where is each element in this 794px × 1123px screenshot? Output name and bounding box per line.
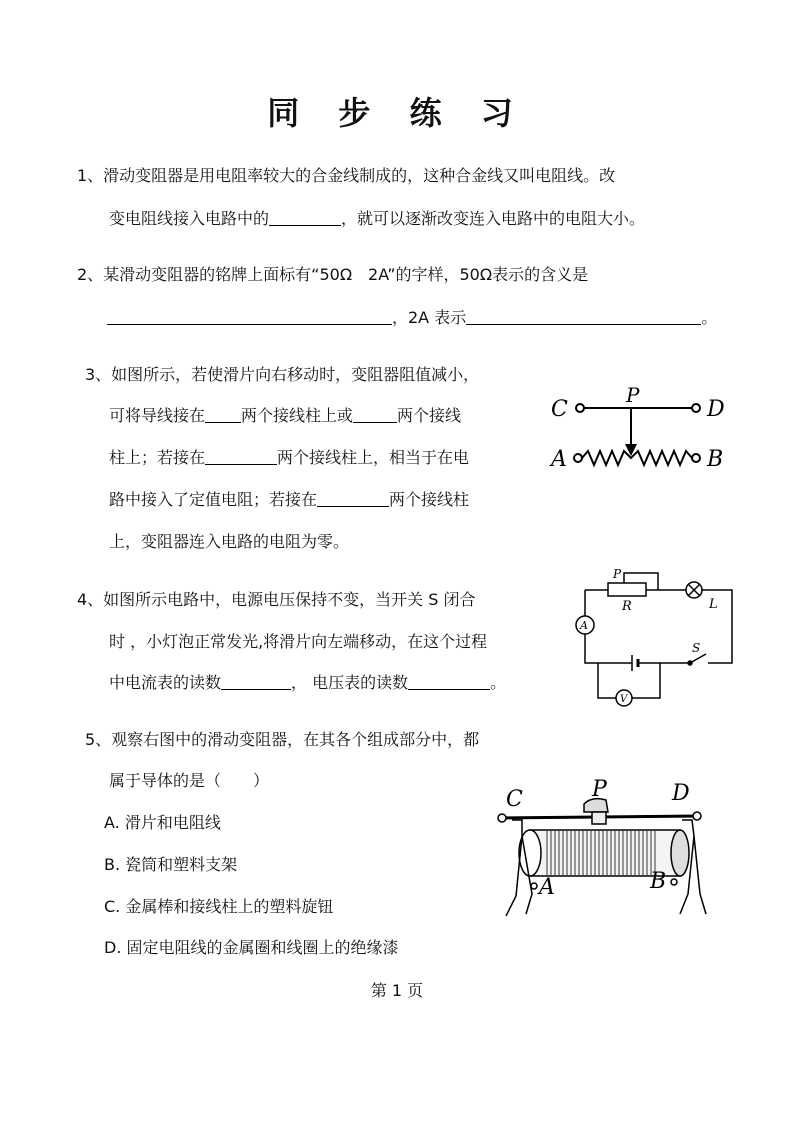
q5-label-c: C xyxy=(506,787,523,812)
q4-label-a: A xyxy=(580,619,588,632)
q3-blank-3[interactable] xyxy=(205,448,277,465)
q3-text-g: 两个接线柱 xyxy=(389,490,470,509)
q4-blank-2[interactable] xyxy=(408,673,490,690)
q3-line4 xyxy=(109,490,469,510)
q4-text-a: 中电流表的读数 xyxy=(109,673,222,692)
q3-label-b: B xyxy=(707,447,724,472)
q4-line2: 时 ，小灯泡正常发光,将滑片向左端移动，在这个过程 xyxy=(109,632,488,651)
q1-blank[interactable] xyxy=(269,209,341,226)
q3-line5: 上，变阻器连入电路的电阻为零。 xyxy=(109,532,350,551)
q3-terminal-a xyxy=(574,454,582,462)
q3-text-d: 柱上；若接在 xyxy=(109,448,206,467)
q3-terminal-c xyxy=(576,404,584,412)
q4-slider-wire xyxy=(624,573,658,590)
q3-text-a: 可将导线接在 xyxy=(109,406,206,425)
q5-slider-body xyxy=(592,812,606,824)
q5-option-b[interactable]: B. 瓷筒和塑料支架 xyxy=(104,855,238,874)
q3-line3 xyxy=(109,448,469,468)
q2-line2 xyxy=(107,308,717,328)
q4-line3 xyxy=(109,673,506,693)
q1-text-a: 变电阻线接入电路中的 xyxy=(109,209,270,228)
q5-terminal-d xyxy=(693,812,701,820)
q5-tube-right-end xyxy=(671,830,689,876)
q3-line1: 3、如图所示，若使滑片向右移动时，变阻器阻值减小， xyxy=(85,365,480,384)
q5-label-b: B xyxy=(650,869,667,894)
q3-text-c: 两个接线 xyxy=(397,406,462,425)
q3-terminal-b xyxy=(692,454,700,462)
q3-blank-2[interactable] xyxy=(353,406,397,423)
q4-label-r: R xyxy=(622,599,632,614)
q4-text-b: ， 电压表的读数 xyxy=(291,673,409,692)
q2-blank-1[interactable] xyxy=(107,308,392,325)
q4-line1: 4、如图所示电路中，电源电压保持不变，当开关 S 闭合 xyxy=(77,590,476,609)
q2-line1: 2、某滑动变阻器的铭牌上面标有“50Ω 2A”的字样，50Ω表示的含义是 xyxy=(77,265,589,284)
q5-label-p: P xyxy=(592,777,607,802)
q5-terminal-a xyxy=(531,883,537,889)
q3-text-f: 路中接入了定值电阻；若接在 xyxy=(109,490,318,509)
q4-label-s: S xyxy=(692,641,701,655)
q5-option-a[interactable]: A. 滑片和电阻线 xyxy=(104,813,221,832)
q1-line1: 1、滑动变阻器是用电阻率较大的合金线制成的，这种合金线又叫电阻线。改 xyxy=(77,166,616,185)
q5-terminal-b xyxy=(671,879,677,885)
q1-text-b: ，就可以逐渐改变连入电路中的电阻大小。 xyxy=(341,209,646,228)
q1-line2 xyxy=(109,209,645,229)
q3-terminal-d xyxy=(692,404,700,412)
q4-text-c: 。 xyxy=(490,673,507,692)
q3-label-p: P xyxy=(626,383,640,407)
q4-voltmeter-wire-right xyxy=(632,663,660,698)
q2-blank-2[interactable] xyxy=(466,308,701,325)
q3-line2 xyxy=(109,406,461,426)
page-number: 第 1 页 xyxy=(370,981,424,1000)
q4-label-l: L xyxy=(709,597,718,612)
q4-label-v: V xyxy=(620,694,628,705)
q3-text-b: 两个接线柱上或 xyxy=(241,406,354,425)
q4-switch-lever xyxy=(690,654,706,663)
q3-label-d: D xyxy=(707,397,725,422)
q5-label-a: A xyxy=(539,875,555,900)
q5-label-d: D xyxy=(672,781,690,806)
q2-text-b: 。 xyxy=(701,308,718,327)
q3-label-a: A xyxy=(551,447,567,472)
q5-option-d[interactable]: D. 固定电阻线的金属圈和线圈上的绝缘漆 xyxy=(104,938,399,957)
q4-blank-1[interactable] xyxy=(221,673,291,690)
q3-blank-4[interactable] xyxy=(317,490,389,507)
q4-circuit-diagram xyxy=(570,562,740,712)
q3-resistance-wire xyxy=(582,451,692,465)
q5-line1: 5、观察右图中的滑动变阻器，在其各个组成部分中，都 xyxy=(85,730,480,749)
q4-wire-left-bottom xyxy=(585,634,632,663)
q4-label-p: P xyxy=(613,567,622,581)
q4-voltmeter-wire-left xyxy=(598,663,616,698)
page-title: 同 步 练 习 xyxy=(267,94,527,132)
q3-label-c: C xyxy=(551,397,568,422)
q5-terminal-c xyxy=(498,814,506,822)
q3-rheostat-diagram xyxy=(545,382,735,482)
q5-option-c[interactable]: C. 金属棒和接线柱上的塑料旋钮 xyxy=(104,897,334,916)
q5-line2: 属于导体的是（ ） xyxy=(109,771,270,790)
q2-text-a: ，2A 表示 xyxy=(392,308,467,327)
q3-blank-1[interactable] xyxy=(205,406,241,423)
q3-text-e: 两个接线柱上，相当于在电 xyxy=(277,448,470,467)
q4-rheostat-body xyxy=(608,583,646,596)
q5-rheostat-illustration xyxy=(492,776,712,921)
